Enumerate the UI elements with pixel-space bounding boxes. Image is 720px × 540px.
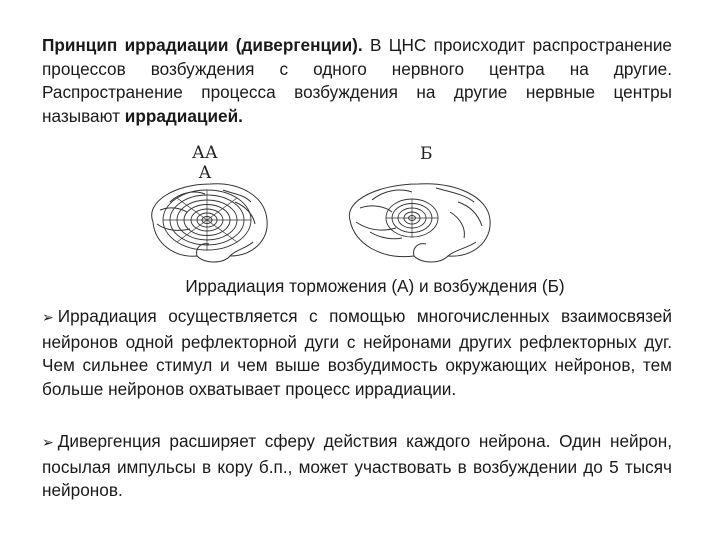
bullet-text-2: Дивергенция расширяет сферу действия каждого нейрона. Один нейрон, посылая импульсы в кору б.п., может участвовать в возбуждении до 5 тысяч нейронов. [42, 431, 672, 500]
bullet-item-2 [42, 430, 672, 503]
arrow-bullet-icon: ➢ [42, 310, 54, 326]
brain-diagram-b [340, 172, 500, 272]
bullet-item-1 [42, 305, 672, 401]
figure-label-b: Б [420, 144, 433, 164]
brain-diagram-a [135, 172, 275, 272]
intro-term: иррадиацией. [124, 105, 243, 126]
intro-paragraph [42, 34, 672, 128]
figure-label-a: АА А [192, 143, 218, 183]
arrow-bullet-icon: ➢ [42, 435, 54, 451]
intro-text: В ЦНС происходит распространение процессов возбуждения с одного нервного центра на другие. Распространение процесса возбуждения на другие нервные центры называют [42, 35, 672, 126]
bullet-text-1: Иррадиация осуществляется с помощью многочисленных взаимосвязей нейронов одной рефлекторной дуги с нейронами других рефлекторных дуг. Чем сильнее стимул и чем выше возбудимость окружающих нейронов, тем больше нейронов охватывает процесс иррадиации. [42, 306, 672, 399]
intro-heading: Принцип иррадиации (дивергенции). [42, 35, 363, 55]
figure-caption: Иррадиация торможения (А) и возбуждения (Б) [185, 276, 565, 296]
